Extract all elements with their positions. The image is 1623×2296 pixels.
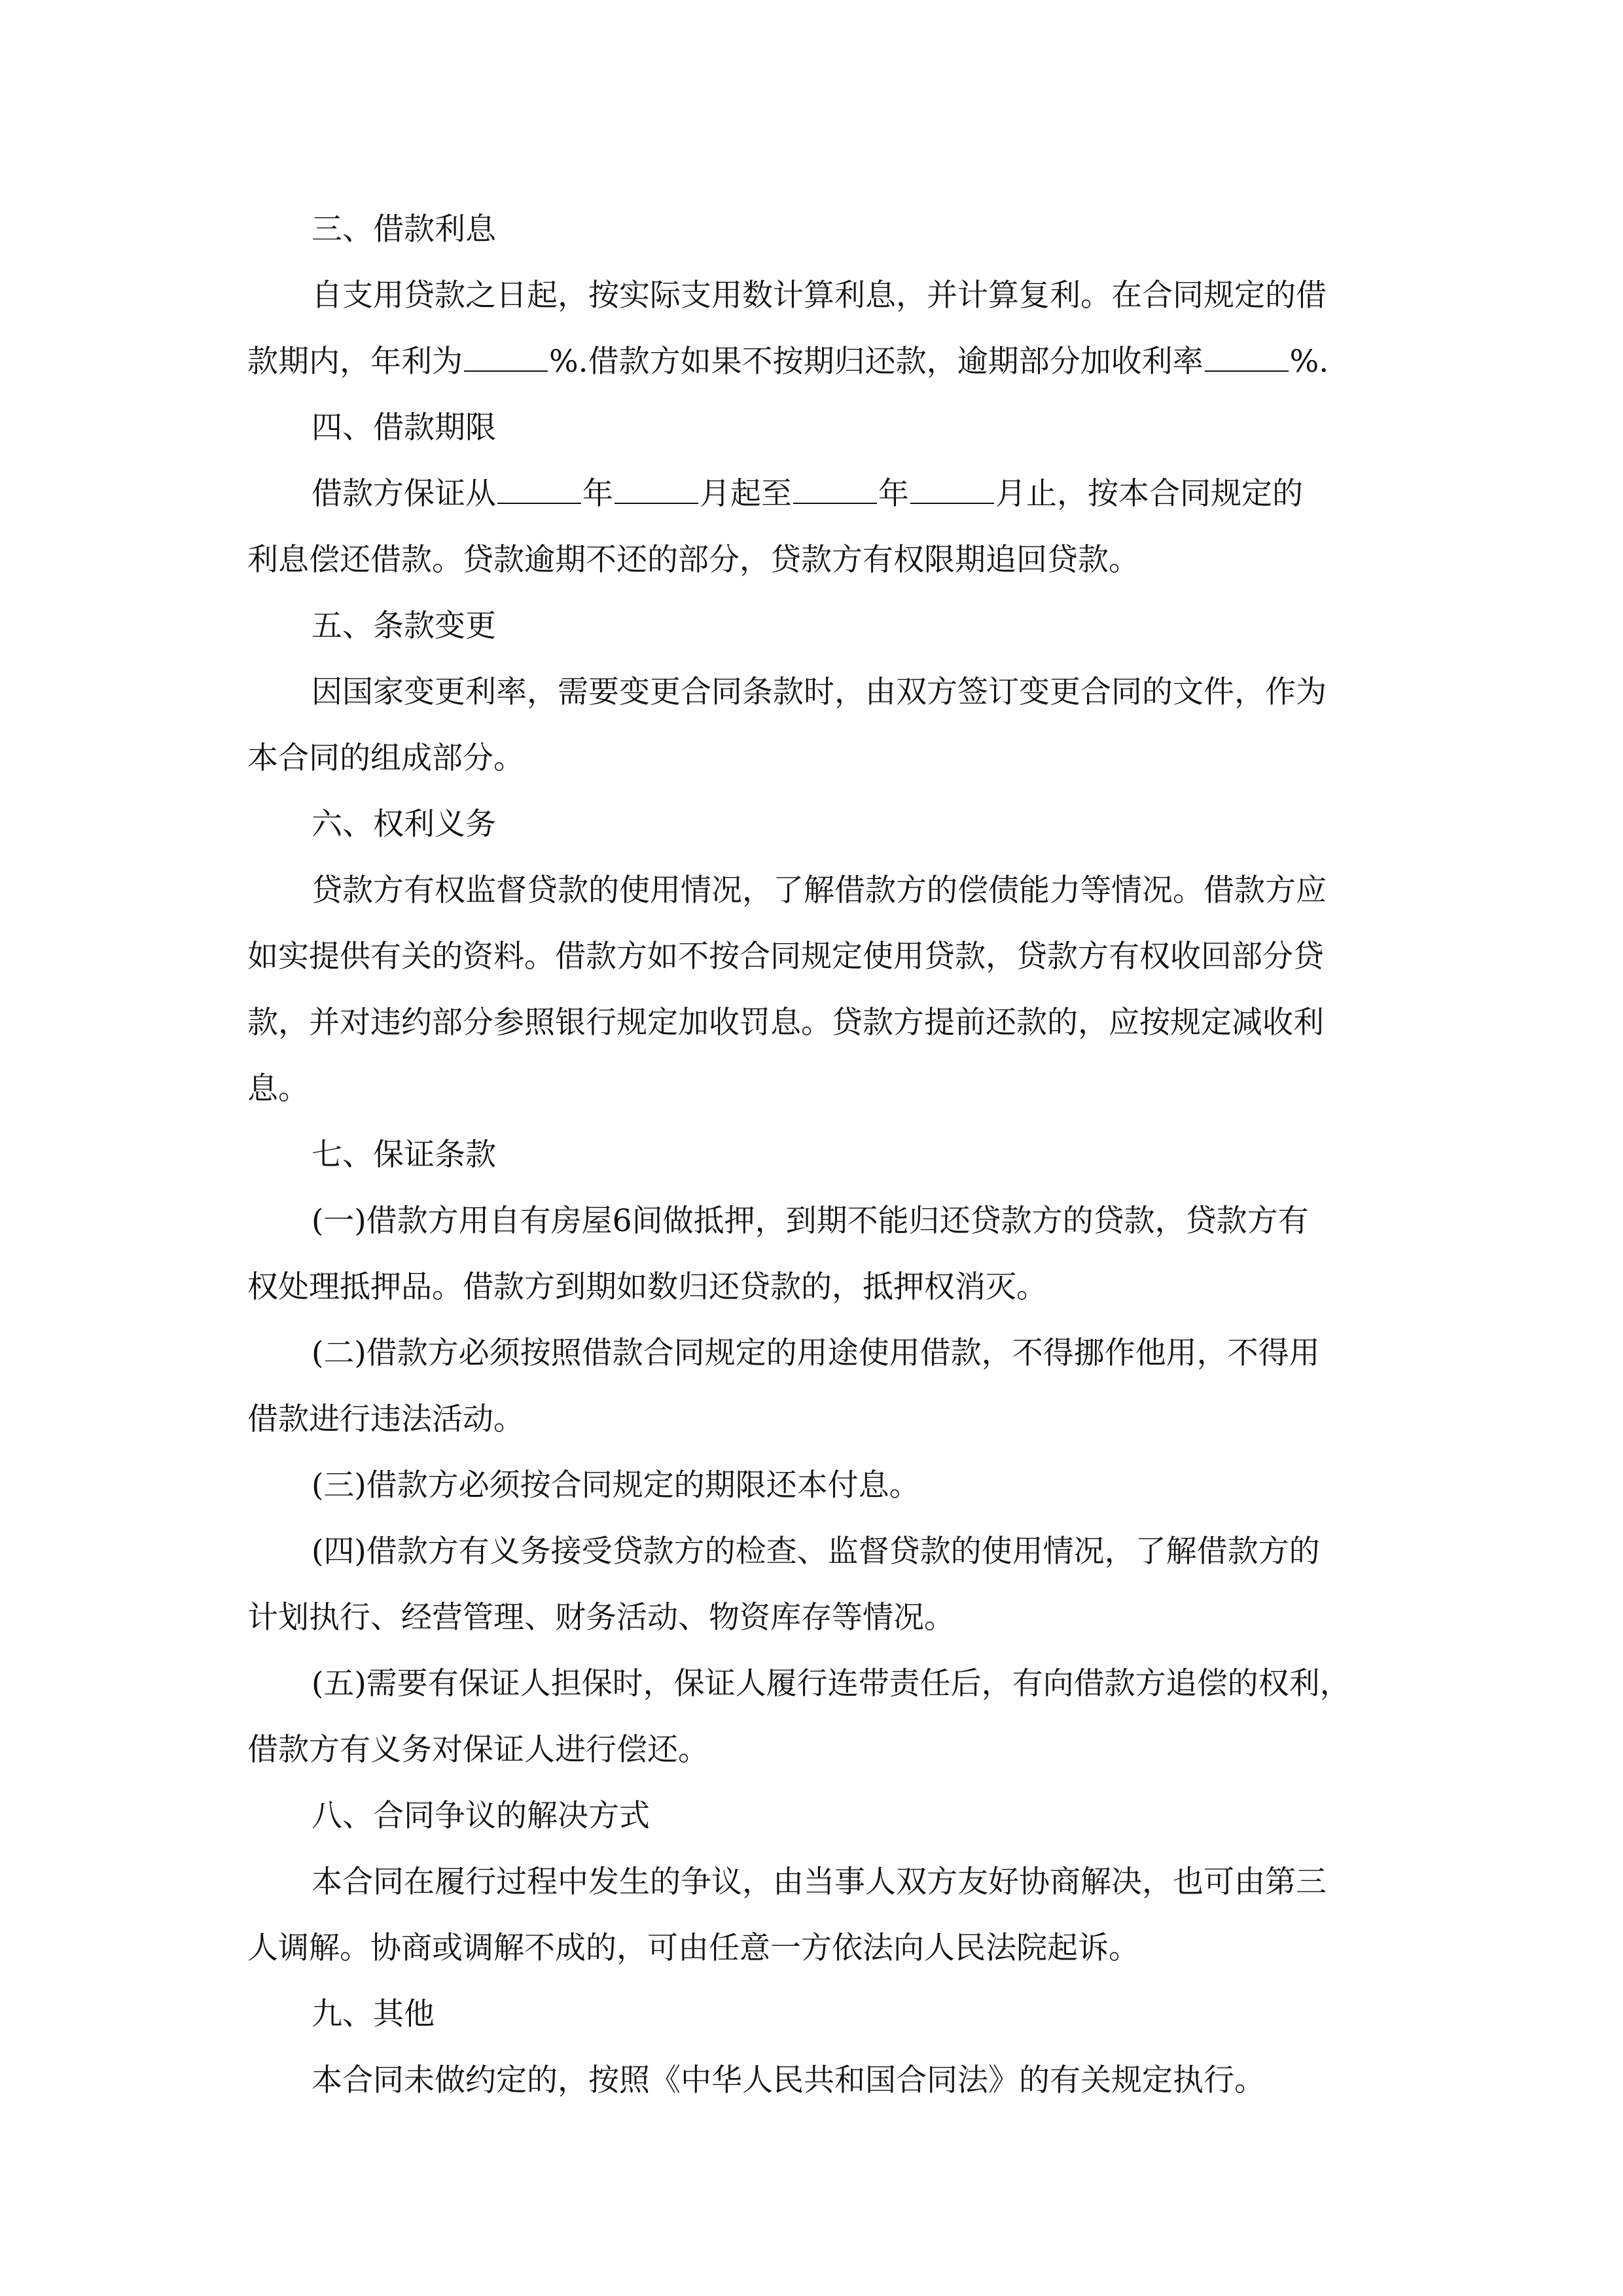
paragraph-line: 自支用贷款之日起，按实际支用数计算利息，并计算复利。在合同规定的借 [312,278,1327,314]
section-heading: 三、借款利息 [312,211,496,247]
fill-in-blank[interactable] [615,476,698,504]
fill-in-blank[interactable] [497,476,581,504]
text-segment: 年 [878,476,909,512]
text-segment: 月起至 [700,476,792,512]
section-heading: 九、其他 [312,1996,435,2032]
paragraph-line: 贷款方有权监督贷款的使用情况，了解借款方的偿债能力等情况。借款方应 [312,872,1327,908]
clause-line: 借款进行违法活动。 [247,1401,524,1437]
paragraph-line: 本合同的组成部分。 [247,740,524,776]
clause-line: (二)借款方必须按照借款合同规定的用途使用借款，不得挪作他用，不得用 [312,1335,1320,1371]
paragraph-line: 息。 [247,1071,309,1107]
text-segment: 借款方保证从 [312,476,496,512]
section-heading: 八、合同争议的解决方式 [312,1798,650,1834]
text-segment: %.借款方如果不按期归还款，逾期部分加收利率 [549,344,1204,380]
text-segment: 年 [582,476,613,512]
paragraph-line: 如实提供有关的资料。借款方如不按合同规定使用贷款，贷款方有权收回部分贷 [247,939,1324,975]
clause-line: 计划执行、经营管理、财务活动、物资库存等情况。 [247,1600,955,1636]
clause-line: (四)借款方有义务接受贷款方的检查、监督贷款的使用情况，了解借款方的 [312,1534,1320,1570]
paragraph-line [247,329,1373,395]
clause-line: 借款方有义务对保证人进行偿还。 [247,1732,709,1768]
contract-body [247,196,1373,2113]
paragraph-line: 人调解。协商或调解不成的，可由任意一方依法向人民法院起诉。 [247,1930,1139,1966]
paragraph-line: 利息偿还借款。贷款逾期不还的部分，贷款方有权限期追回贷款。 [247,542,1139,578]
section-heading: 七、保证条款 [312,1137,496,1173]
clause-line: (一)借款方用自有房屋6间做抵押，到期不能归还贷款方的贷款，贷款方有 [312,1203,1309,1239]
paragraph-line: 款，并对违约部分参照银行规定加收罚息。贷款方提前还款的，应按规定减收利 [247,1005,1324,1041]
clause-line: 权处理抵押品。借款方到期如数归还贷款的，抵押权消灭。 [247,1269,1047,1305]
clause-line: (三)借款方必须按合同规定的期限还本付息。 [312,1467,920,1503]
fill-in-blank[interactable] [793,476,877,504]
fill-in-blank[interactable] [464,344,548,372]
clause-line: (五)需要有保证人担保时，保证人履行连带责任后，有向借款方追偿的权利， [312,1666,1351,1702]
fill-in-blank[interactable] [910,476,994,504]
paragraph-line: 本合同在履行过程中发生的争议，由当事人双方友好协商解决，也可由第三 [312,1864,1327,1900]
text-segment: 月止，按本合同规定的 [995,476,1303,512]
section-heading: 四、借款期限 [312,410,496,446]
section-heading: 五、条款变更 [312,608,496,644]
paragraph-line: 本合同未做约定的，按照《中华人民共和国合同法》的有关规定执行。 [312,2062,1265,2098]
section-heading: 六、权利义务 [312,806,496,842]
paragraph-line: 因国家变更利率，需要变更合同条款时，由双方签订变更合同的文件，作为 [312,674,1327,710]
text-segment: %. [1289,344,1329,380]
text-segment: 款期内，年利为 [247,344,463,380]
fill-in-blank[interactable] [1205,344,1289,372]
paragraph-line [247,461,1373,527]
